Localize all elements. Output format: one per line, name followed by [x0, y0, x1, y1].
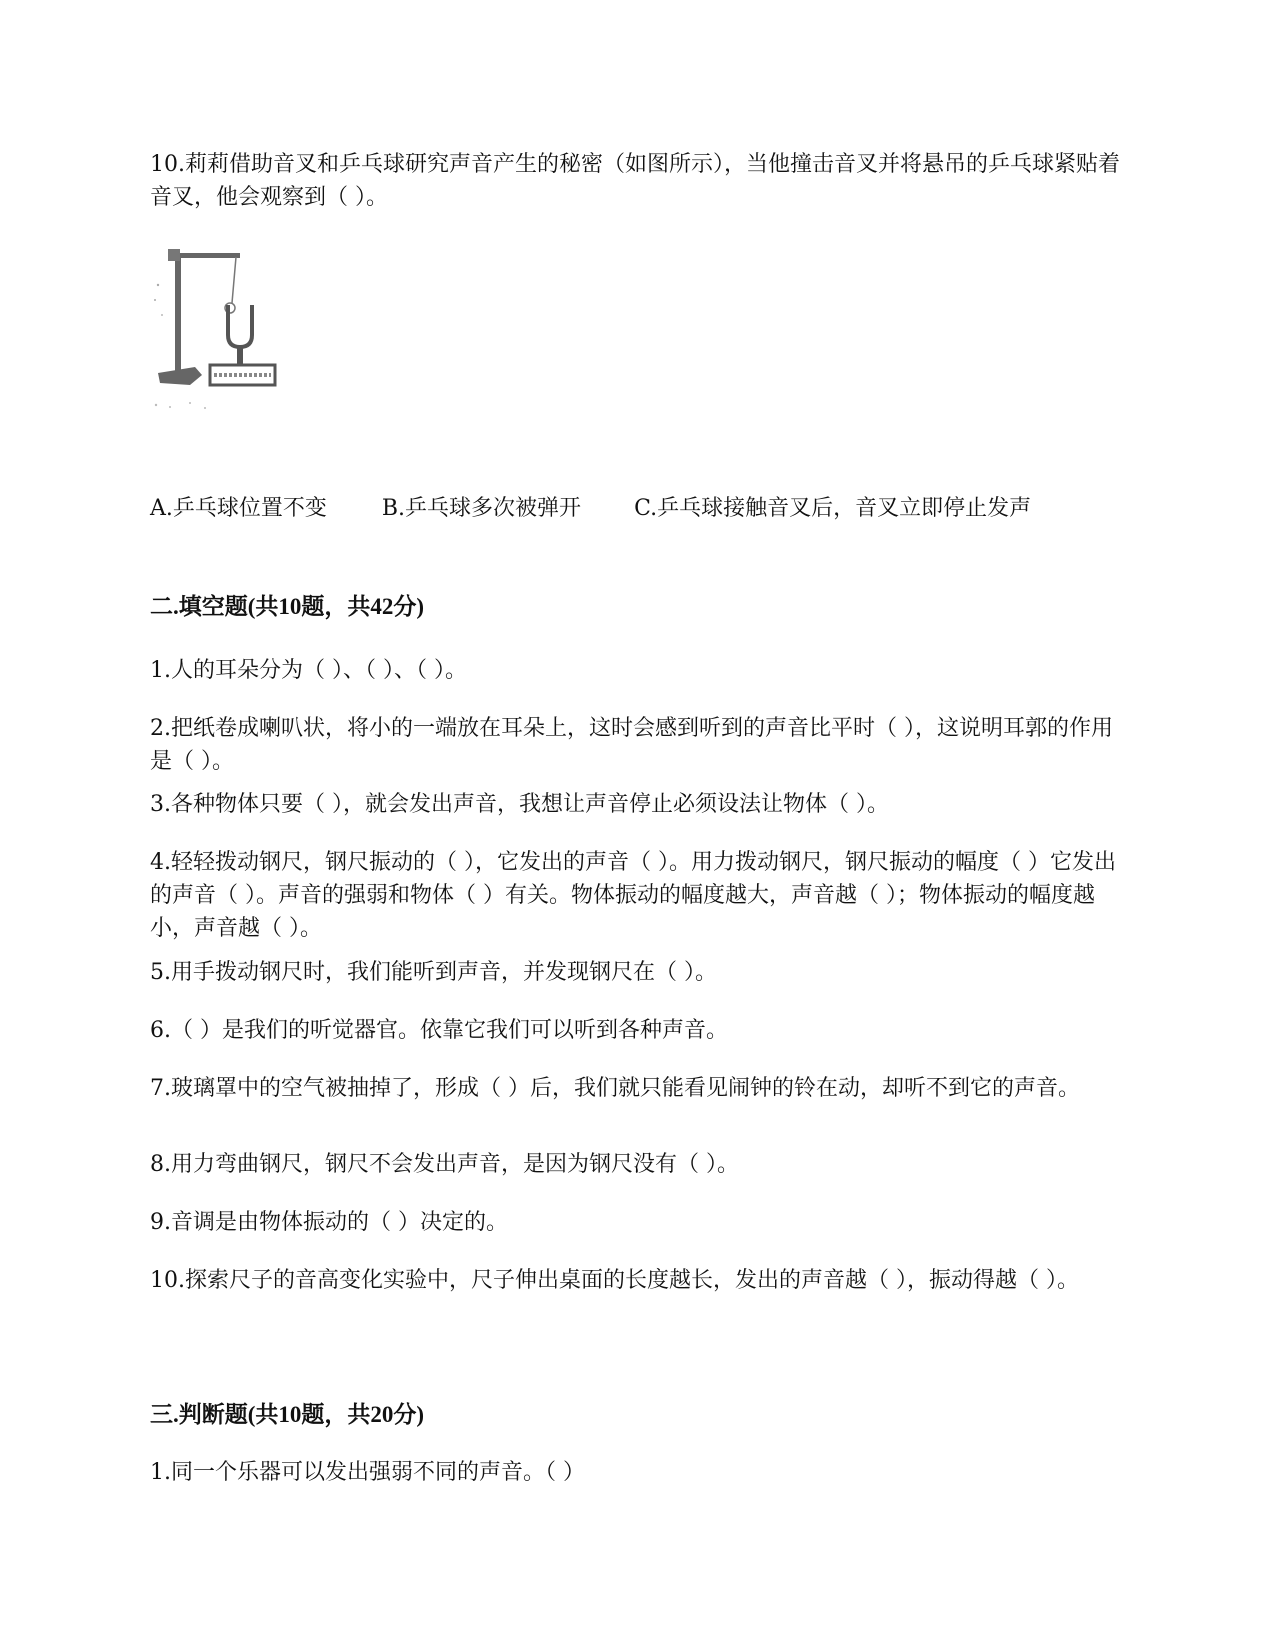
- fill-item-10: 10.探索尺子的音高变化实验中，尺子伸出桌面的长度越长，发出的声音越（ ），振动得越（ ）。: [150, 1268, 1079, 1293]
- fill-item-1: 1.人的耳朵分为（ ）、（ ）、（ ）。: [150, 658, 467, 683]
- option-b: B.乒乓球多次被弹开: [381, 496, 582, 521]
- tuning-fork-apparatus-icon: [150, 245, 290, 420]
- fill-item-6: 6.（ ）是我们的听觉器官。依靠它我们可以听到各种声音。: [150, 1018, 728, 1043]
- fill-item-2: 2.把纸卷成喇叭状，将小的一端放在耳朵上，这时会感到听到的声音比平时（ ），这说明耳郭的作用是（ ）。: [150, 716, 1113, 774]
- section-2-heading: 二.填空题(共10题，共42分): [150, 594, 425, 619]
- section-3-heading: 三.判断题(共10题，共20分): [150, 1402, 425, 1427]
- fill-item-7: 7.玻璃罩中的空气被抽掉了，形成（ ）后，我们就只能看见闹钟的铃在动，却听不到它的声音。: [150, 1076, 1080, 1101]
- fill-item-8: 8.用力弯曲钢尺，钢尺不会发出声音，是因为钢尺没有（ ）。: [150, 1152, 739, 1177]
- option-c: C.乒乓球接触音叉后，音叉立即停止发声: [634, 496, 1032, 521]
- option-a: A.乒乓球位置不变: [150, 496, 327, 521]
- question-10-text: 10.莉莉借助音叉和乒乓球研究声音产生的秘密（如图所示），当他撞击音叉并将悬吊的乒乓球紧贴着音叉，他会观察到（ ）。: [150, 152, 1120, 210]
- fill-item-5: 5.用手拨动钢尺时，我们能听到声音，并发现钢尺在（ ）。: [150, 960, 717, 985]
- fill-item-9: 9.音调是由物体振动的（ ）决定的。: [150, 1210, 508, 1235]
- fill-item-4: 4.轻轻拨动钢尺，钢尺振动的（ ），它发出的声音（ ）。用力拨动钢尺，钢尺振动的幅度（ ）它发出的声音（ ）。声音的强弱和物体（ ）有关。物体振动的幅度越大，声音越（ ）；物体振动的幅度越小，声音越（ ）。: [150, 850, 1116, 941]
- fill-item-3: 3.各种物体只要（ ），就会发出声音，我想让声音停止必须设法让物体（ ）。: [150, 792, 889, 817]
- question-10-options: [150, 492, 1150, 525]
- judge-item-1: 1.同一个乐器可以发出强弱不同的声音。（ ）: [150, 1460, 585, 1485]
